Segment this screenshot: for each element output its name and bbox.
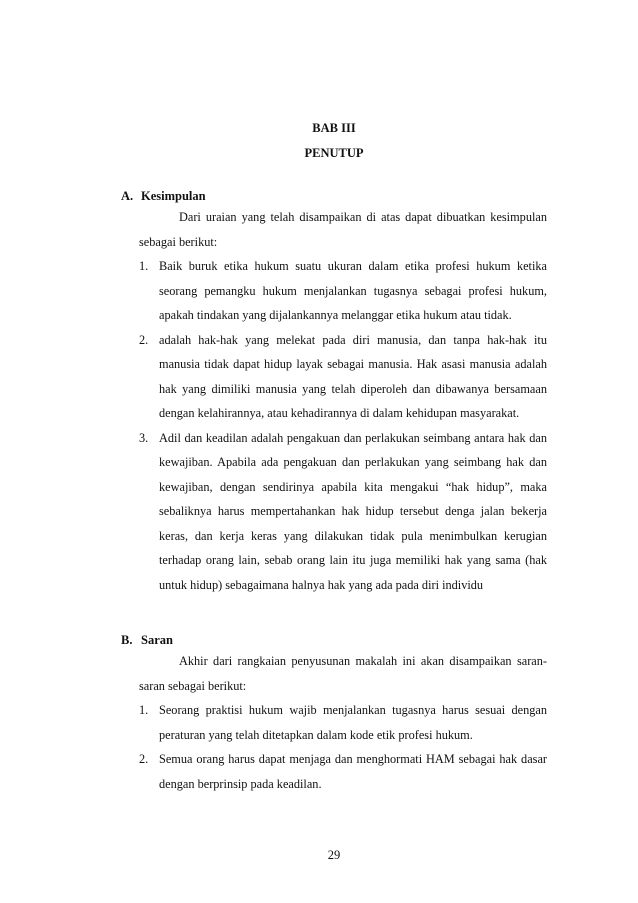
conclusion-list: [139, 254, 547, 597]
section-b-letter: B.: [121, 633, 133, 647]
list-item: [139, 426, 547, 598]
list-item-text: Baik buruk etika hukum suatu ukuran dalam etika profesi hukum ketika seorang pemangku hukum menjalankan tugasnya sebagai profesi hukum, apakah tindakan yang dijalankannya melanggar etika hukum atau tidak.: [159, 259, 547, 322]
list-item-number: 3.: [139, 430, 149, 445]
list-item-text: Seorang praktisi hukum wajib menjalankan tugasnya harus sesuai dengan peraturan yang telah ditetapkan dalam kode etik profesi hukum.: [159, 703, 547, 742]
section-a-title: Kesimpulan: [141, 189, 206, 203]
section-a-intro: Dari uraian yang telah disampaikan di atas dapat dibuatkan kesimpulan sebagai berikut:: [139, 210, 547, 249]
section-a-letter: A.: [121, 189, 134, 203]
chapter-title: PENUTUP: [304, 146, 364, 160]
section-b-intro: Akhir dari rangkaian penyusunan makalah ini akan disampaikan saran-saran sebagai berikut:: [139, 654, 547, 693]
list-item-number: 1.: [139, 703, 149, 717]
list-item: [139, 747, 547, 796]
section-b-title: Saran: [141, 633, 173, 647]
list-item-number: 1.: [139, 259, 149, 273]
page-number: 29: [327, 848, 341, 862]
list-item: [139, 698, 547, 747]
list-item-text: Adil dan keadilan adalah pengakuan dan perlakukan seimbang antara hak dan kewajiban. Apabila ada pengakuan dan perlakukan yang seimbang hak dan kewajiban, dengan sendirinya apabila kita mengakui “hak hidup”, maka sebaliknya harus mempertahankan hak hidup tersebut denga jalan bekerja keras, dan kerja keras yang dilakukan tidak pula menimbulkan kerugian terhadap orang lain, sebab orang lain itu juga memiliki hak yang sama (hak untuk hidup) sebagaimana halnya hak yang ada pada diri individu: [159, 430, 547, 592]
list-item-text: Semua orang harus dapat menjaga dan menghormati HAM sebagai hak dasar dengan berprinsip pada keadilan.: [159, 752, 547, 791]
list-item: [139, 328, 547, 426]
list-item-text: adalah hak-hak yang melekat pada diri manusia, dan tanpa hak-hak itu manusia tidak dapat hidup layak sebagai manusia. Hak asasi manusia adalah hak yang dimiliki manusia yang telah diperoleh dan dibawanya bersamaan dengan kelahirannya, atau kehadirannya di dalam kehidupan masyarakat.: [159, 332, 547, 420]
section-b-heading: [121, 633, 173, 648]
list-item-number: 2.: [139, 332, 149, 347]
chapter-heading: BAB III: [312, 121, 356, 135]
list-item-number: 2.: [139, 752, 149, 766]
list-item: [139, 254, 547, 328]
section-a-heading: [121, 189, 206, 204]
suggestion-list: [139, 698, 547, 796]
